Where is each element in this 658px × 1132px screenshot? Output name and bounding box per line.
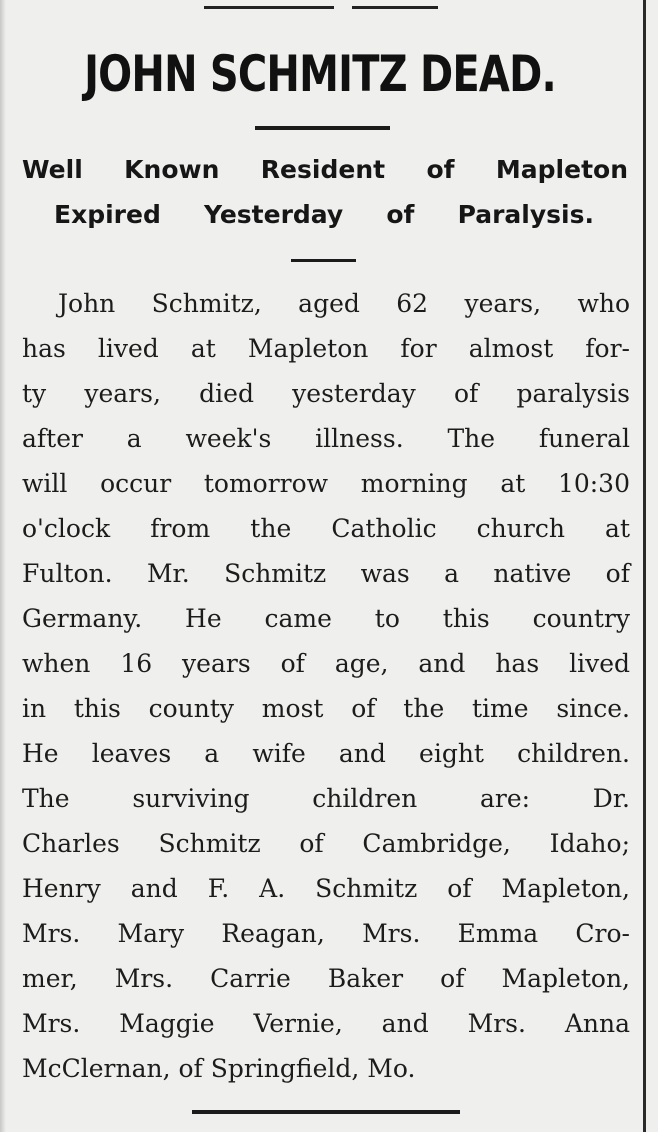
page-edge-shadow: [0, 0, 6, 1132]
body-line: in this county most of the time since.: [22, 694, 630, 723]
body-line: The surviving children are: Dr.: [22, 784, 630, 813]
footer-rule: [192, 1110, 460, 1114]
subhead-line: Expired Yesterday of Paralysis.: [54, 200, 594, 229]
body-line: Charles Schmitz of Cambridge, Idaho;: [22, 829, 630, 858]
body-line: after a week's illness. The funeral: [22, 424, 630, 453]
body-line: McClernan, of Springfield, Mo.: [22, 1054, 416, 1083]
headline: JOHN SCHMITZ DEAD.: [84, 45, 556, 103]
headline-rule: [255, 126, 390, 130]
body-line: will occur tomorrow morning at 10:30: [22, 469, 630, 498]
body-line: when 16 years of age, and has lived: [22, 649, 630, 678]
top-divider-left: [204, 6, 334, 9]
body-line: John Schmitz, aged 62 years, who: [58, 289, 630, 318]
column-rule: [643, 0, 646, 1132]
subhead-line: Well Known Resident of Mapleton: [22, 155, 628, 184]
top-divider-right: [352, 6, 438, 9]
body-line: He leaves a wife and eight children.: [22, 739, 630, 768]
subhead-rule: [291, 259, 356, 262]
body-line: Henry and F. A. Schmitz of Mapleton,: [22, 874, 630, 903]
body-line: Mrs. Maggie Vernie, and Mrs. Anna: [22, 1009, 630, 1038]
body-line: Germany. He came to this country: [22, 604, 630, 633]
body-line: ty years, died yesterday of paralysis: [22, 379, 630, 408]
body-line: mer, Mrs. Carrie Baker of Mapleton,: [22, 964, 630, 993]
body-line: Fulton. Mr. Schmitz was a native of: [22, 559, 630, 588]
body-line: has lived at Mapleton for almost for-: [22, 334, 630, 363]
body-line: Mrs. Mary Reagan, Mrs. Emma Cro-: [22, 919, 630, 948]
body-line: o'clock from the Catholic church at: [22, 514, 630, 543]
